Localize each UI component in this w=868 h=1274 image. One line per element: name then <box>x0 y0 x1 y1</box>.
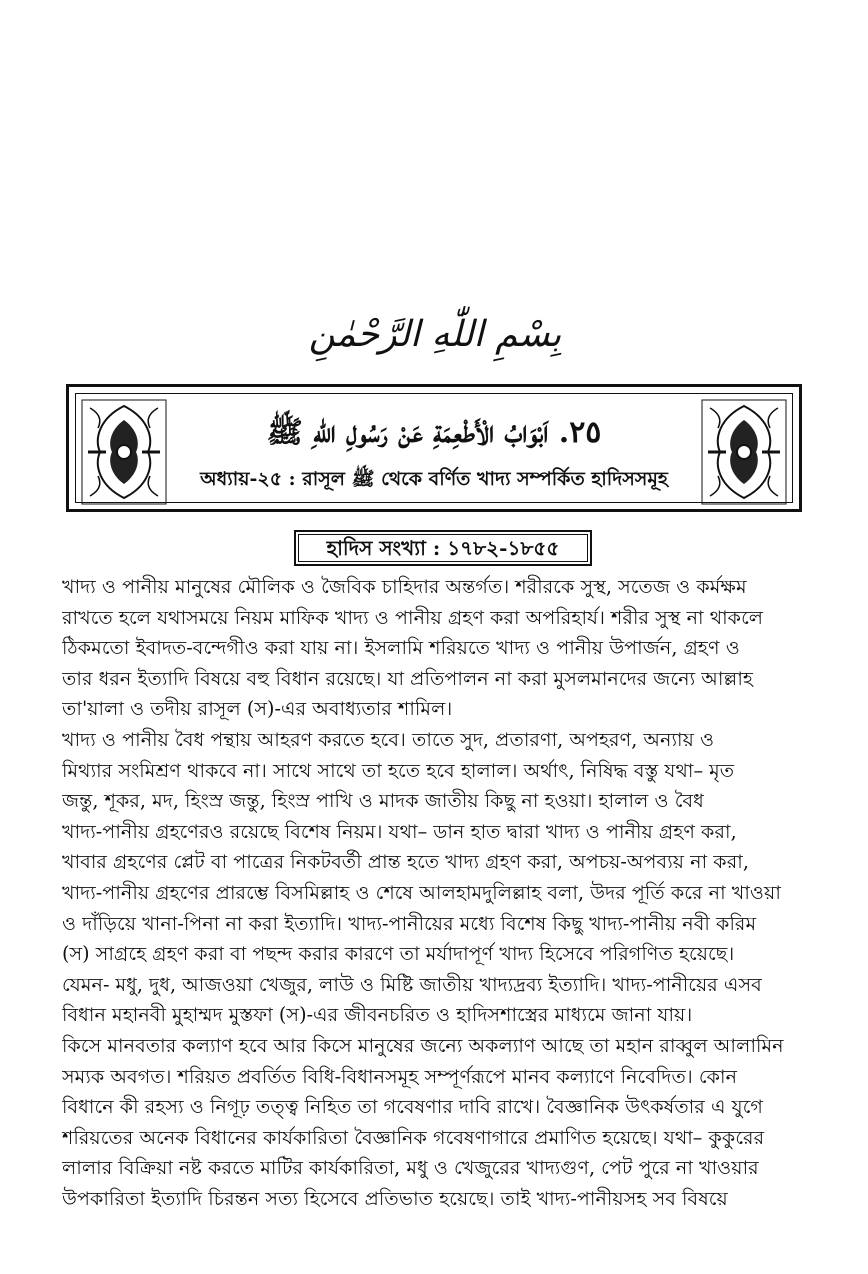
chapter-title-bengali: অধ্যায়-২৫ : রাসূল ﷺ থেকে বর্ণিত খাদ্য সম্পর্কিত হাদিসসমূহ <box>200 468 668 490</box>
paragraph <box>62 725 848 1031</box>
bismillah-calligraphy: بِسْمِ اللّٰهِ الرَّحْمٰنِ <box>308 314 562 355</box>
body-text <box>62 572 848 1214</box>
paragraph <box>62 572 848 725</box>
text-line: খাদ্য ও পানীয় বৈধ পন্থায় আহরণ করতে হবে। তাতে সুদ, প্রতারণা, অপহরণ, অন্যায় ও <box>62 727 715 751</box>
paragraph <box>62 1031 848 1215</box>
text-line: বিধানে কী রহস্য ও নিগূঢ় তত্ত্ব নিহিত তা গবেষণার দাবি রাখে। বৈজ্ঞানিক উৎকর্ষতার এ যুগে <box>62 1095 763 1119</box>
text-line: খাদ্য-পানীয় গ্রহণের প্রারম্ভে বিসমিল্লাহ ও শেষে আলহামদুলিল্লাহ বলা, উদর পূর্তি করে না খাওয়া <box>62 880 781 904</box>
text-line: ও দাঁড়িয়ে খানা-পিনা না করা ইত্যাদি। খাদ্য-পানীয়ের মধ্যে বিশেষ কিছু খাদ্য-পানীয় নবী করিম <box>62 911 757 935</box>
text-line: বিধান মহানবী মুহাম্মদ মুস্তফা (স)-এর জীবনচরিত ও হাদিসশাস্ত্রের মাধ্যমে জানা যায়। <box>62 1003 693 1027</box>
floral-ornament-icon <box>80 398 168 506</box>
text-line: মিথ্যার সংমিশ্রণ থাকবে না। সাথে সাথে তা হতে হবে হালাল। অর্থাৎ, নিষিদ্ধ বস্তু যথা– মৃত <box>62 758 735 782</box>
text-line: জন্তু, শূকর, মদ, হিংস্র জন্তু, হিংস্র পাখি ও মাদক জাতীয় কিছু না হওয়া। হালাল ও বৈধ <box>62 789 704 813</box>
text-line: (স) সাগ্রহে গ্রহণ করা বা পছন্দ করার কারণে তা মর্যাদাপূর্ণ খাদ্য হিসেবে পরিগণিত হয়েছে। <box>62 942 735 966</box>
text-line: রাখতে হলে যথাসময়ে নিয়ম মাফিক খাদ্য ও পানীয় গ্রহণ করা অপরিহার্য। শরীর সুস্থ না থাকলে <box>62 605 764 629</box>
banner-inner-frame <box>75 393 793 503</box>
text-line: কিসে মানবতার কল্যাণ হবে আর কিসে মানুষের জন্যে অকল্যাণ আছে তা মহান রাব্বুল আলামিন <box>62 1033 784 1057</box>
text-line: খাদ্য ও পানীয় মানুষের মৌলিক ও জৈবিক চাহিদার অন্তর্গত। শরীরকে সুস্থ, সতেজ ও কর্মক্ষম <box>62 575 747 598</box>
floral-ornament-icon <box>700 398 788 506</box>
text-line: লালার বিক্রিয়া নষ্ট করতে মাটির কার্যকারিতা, মধু ও খেজুরের খাদ্যগুণ, পেট পুরে না খাওয়ার <box>62 1156 759 1180</box>
text-line: তা'য়ালা ও তদীয় রাসূল (স)-এর অবাধ্যতার শামিল। <box>62 697 453 721</box>
chapter-title-arabic: ٢٥. اَبْوَابُ الْأَطْعِمَةِ عَنْ رَسُولِ اللهِ ﷺ <box>266 415 602 450</box>
text-line: খাবার গ্রহণের প্লেট বা পাত্রের নিকটবর্তী প্রান্ত হতে খাদ্য গ্রহণ করা, অপচয়-অপব্যয় না করা, <box>62 850 749 874</box>
hadith-count-label: হাদিস সংখ্যা : ১৭৮২-১৮৫৫ <box>298 534 588 562</box>
text-line: উপকারিতা ইত্যাদি চিরন্তন সত্য হিসেবে প্রতিভাত হয়েছে। তাই খাদ্য-পানীয়সহ সব বিষয়ে <box>62 1186 728 1210</box>
chapter-banner <box>66 384 802 512</box>
text-line: খাদ্য-পানীয় গ্রহণেরও রয়েছে বিশেষ নিয়ম। যথা– ডান হাত দ্বারা খাদ্য ও পানীয় গ্রহণ করা, <box>62 819 737 843</box>
text-line: সম্যক অবগত। শরিয়ত প্রবর্তিত বিধি-বিধানসমূহ সম্পূর্ণরূপে মানব কল্যাণে নিবেদিত। কোন <box>62 1064 738 1088</box>
text-line: শরিয়তের অনেক বিধানের কার্যকারিতা বৈজ্ঞানিক গবেষণাগারে প্রমাণিত হয়েছে। যথা– কুকুরের <box>62 1125 765 1149</box>
text-line: ঠিকমতো ইবাদত-বন্দেগীও করা যায় না। ইসলামি শরিয়তে খাদ্য ও পানীয় উপার্জন, গ্রহণ ও <box>62 636 740 660</box>
hadith-count-box <box>294 530 592 566</box>
text-line: তার ধরন ইত্যাদি বিষয়ে বহু বিধান রয়েছে। যা প্রতিপালন না করা মুসলমানদের জন্যে আল্লাহ <box>62 666 753 690</box>
text-line: যেমন- মধু, দুধ, আজওয়া খেজুর, লাউ ও মিষ্টি জাতীয় খাদ্যদ্রব্য ইত্যাদি। খাদ্য-পানীয়ের এসব <box>62 972 762 996</box>
